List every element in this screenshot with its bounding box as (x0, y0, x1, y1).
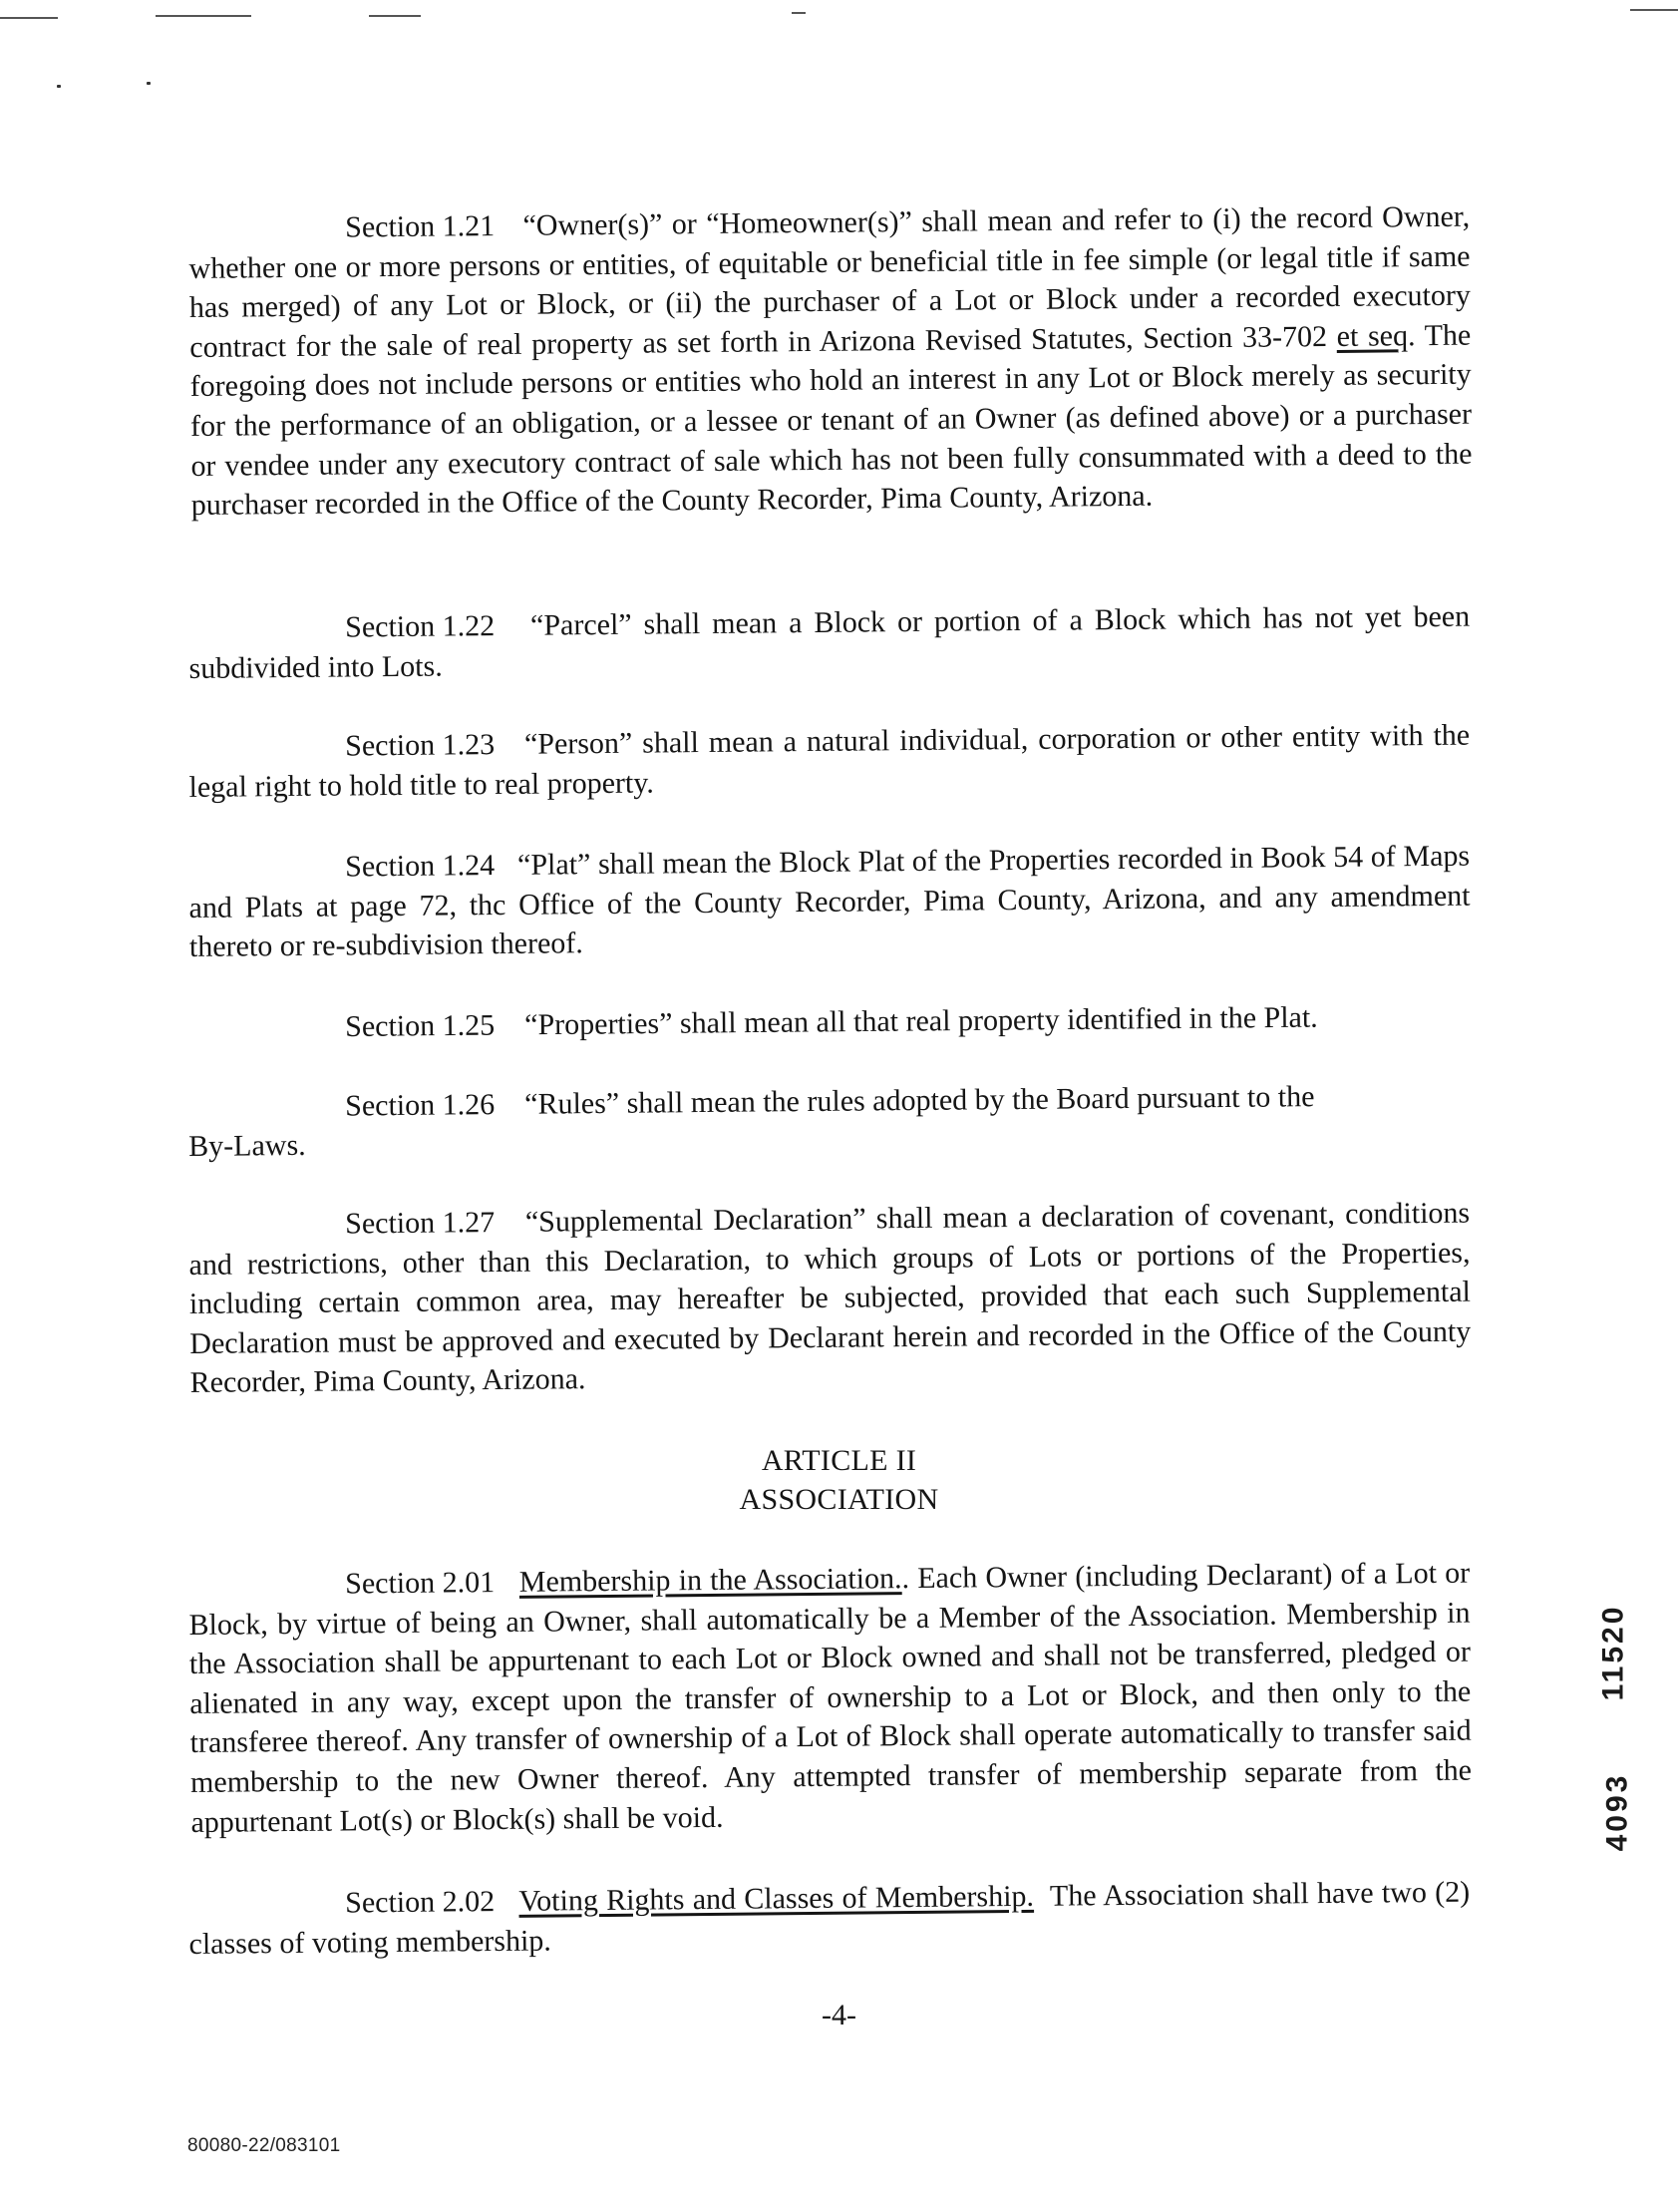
section-1-22 (188, 597, 1471, 689)
article-title: ASSOCIATION (739, 1483, 939, 1516)
section-label: Section 1.26 (345, 1088, 496, 1123)
section-text: The Association shall have two (2) classes of voting membership. (188, 1875, 1471, 1961)
section-1-21 (188, 197, 1473, 526)
scan-mark (369, 15, 421, 17)
section-text: “Properties” shall mean all that real property identified in the Plat. (524, 1000, 1318, 1042)
article-number: ARTICLE II (761, 1444, 917, 1477)
section-text: “Plat” shall mean the Block Plat of the Properties recorded in Book 54 of Maps and Plats at page 72, thc Office of the County Recorder, Pima County, Arizona, and any amendment thereto or re-subdivision thereof. (188, 839, 1471, 964)
section-text: “Supplemental Declaration” shall mean a declaration of covenant, conditions and restrictions, other than this Declaration, to which groups of Lots or portions of the Properties, including certain common area, may hereafter be subjected, provided that each such Supplemental Declaration must be approved and executed by Declarant herein and recorded in the Office of the County Recorder, Pima County, Arizona. (188, 1196, 1472, 1400)
section-title: Voting Rights and Classes of Membership. (518, 1879, 1035, 1918)
section-1-25 (345, 998, 1318, 1047)
section-label: Section 1.25 (345, 1008, 496, 1043)
document-id: 80080-22/083101 (187, 2135, 341, 2156)
section-text: “Person” shall mean a natural individual, corporation or other entity with the legal right to hold title to real property. (188, 718, 1471, 804)
scan-mark (792, 12, 806, 14)
scan-mark (1630, 9, 1678, 11)
section-label: Section 1.24 (345, 849, 496, 884)
section-1-23 (188, 716, 1471, 808)
section-label: Section 2.01 (345, 1566, 496, 1601)
section-2-02 (188, 1873, 1471, 1965)
section-text: “Rules” shall mean the rules adopted by the Board pursuant to the (524, 1080, 1315, 1121)
et-seq: et seq (1336, 319, 1409, 353)
section-1-26 (188, 1076, 1470, 1128)
section-text: “Parcel” shall mean a Block or portion of a Block which has not yet been subdivided into Lots. (188, 599, 1471, 685)
section-label: Section 2.02 (345, 1885, 496, 1920)
section-label: Section 1.23 (345, 728, 496, 763)
section-1-24 (188, 837, 1471, 967)
section-1-26-cont (188, 1126, 306, 1167)
recording-stamp-upper: 11520 (1596, 1604, 1630, 1701)
section-2-01 (188, 1554, 1473, 1842)
section-1-27 (188, 1194, 1472, 1403)
scan-speck (57, 85, 61, 88)
section-text-cont: . The foregoing does not include persons or entities who hold an interest in any Lot or Block merely as security for the performance of an obligation, or a lessee or tenant of an Owner (as defined above) or a purchaser or vendee under any executory contract of sale which has not been fully consummated with a deed to the purchaser recorded in the Office of the County Recorder, Pima County, Arizona. (189, 318, 1473, 523)
section-label: Section 1.22 (345, 609, 496, 644)
scan-speck (147, 82, 151, 85)
page-number: -4- (822, 1999, 856, 2031)
scan-mark (156, 15, 251, 17)
recording-stamp-lower: 4093 (1600, 1772, 1634, 1852)
section-title: Membership in the Association. (518, 1562, 902, 1599)
section-text: “Owner(s)” or “Homeowner(s)” shall mean and refer to (i) the record Owner, whether one or more persons or entities, of equitable or beneficial title in fee simple (or legal title if same has merged) of any Lot or Block, or (ii) the purchaser of a Lot or Block under a recorded executory contract for the sale of real property as set forth in Arizona Revised Statutes, Section 33-702 (188, 199, 1472, 364)
section-text-cont: By-Laws. (188, 1128, 306, 1163)
section-label: Section 1.21 (345, 209, 496, 244)
section-text: . Each Owner (including Declarant) of a Lot or Block, by virtue of being an Owner, shall automatically be a Member of the Association. Membership in the Association shall be appurtenant to each Lot or Block owned and shall not be transferred, pledged or alienated in any way, except upon the transfer of ownership to a Lot or Block, and then only to the transferee thereof. Any transfer of ownership of a Lot of Block shall operate automatically to transfer said membership to the new Owner thereof. Any attempted transfer of membership separate from the appurtenant Lot(s) or Block(s) shall be void. (188, 1556, 1473, 1839)
section-label: Section 1.27 (345, 1206, 496, 1241)
scan-mark (0, 17, 58, 19)
